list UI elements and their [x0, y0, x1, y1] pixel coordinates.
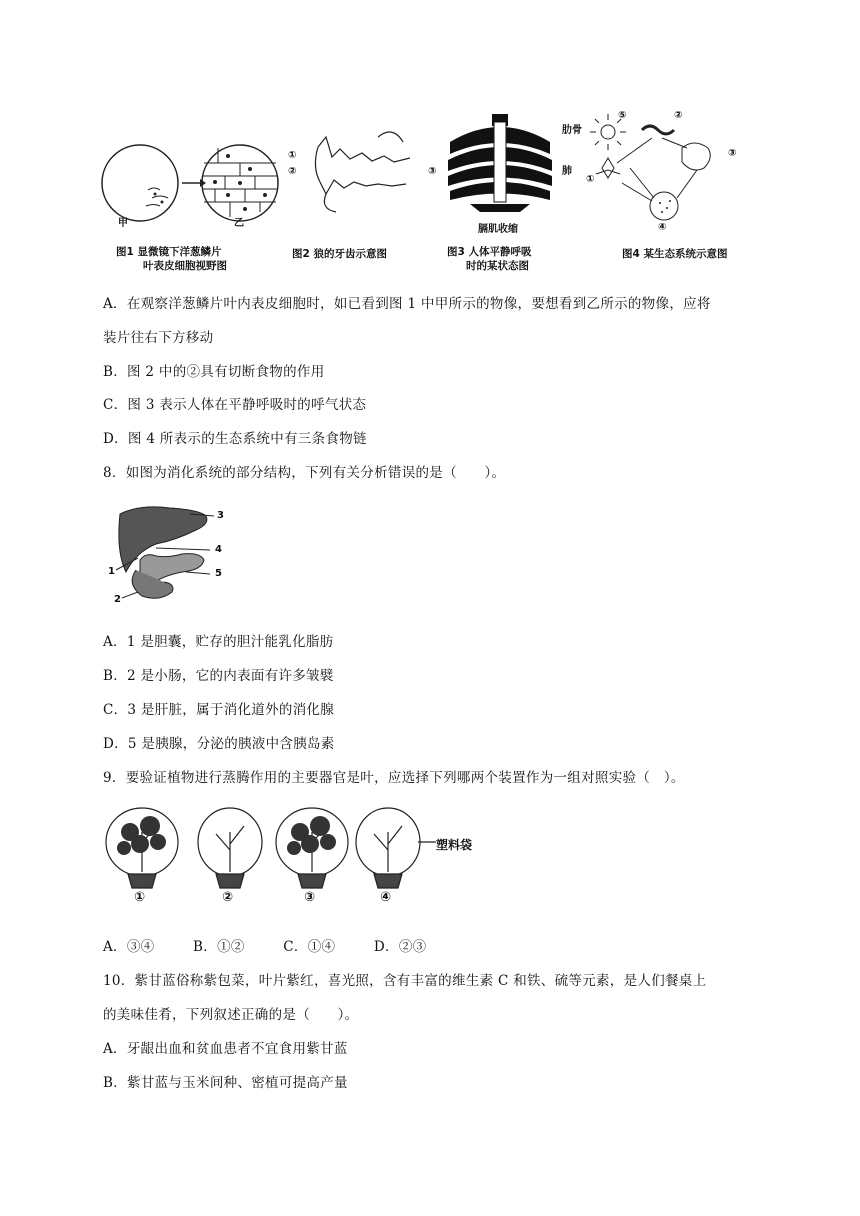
q9-option-b: B．①② — [193, 939, 245, 955]
q7-option-b: B．图 2 中的②具有切断食物的作用 — [103, 364, 325, 380]
fig4-marker-4: ④ — [658, 222, 667, 233]
fig1-caption-line2: 叶表皮细胞视野图 — [143, 260, 227, 272]
q9-stem: 9．要验证植物进行蒸腾作用的主要器官是叶，应选择下列哪两个装置作为一组对照实验（ ）。 — [103, 770, 685, 786]
q10-option-a: A．牙龈出血和贫血患者不宜食用紫甘蓝 — [103, 1041, 348, 1057]
q9-option-d: D．②③ — [373, 939, 427, 955]
fig1-caption-line1: 图1 显微镜下洋葱鳞片 — [116, 246, 222, 258]
q7-option-d: D．图 4 所表示的生态系统中有三条食物链 — [103, 431, 367, 447]
q10-option-b: B．紫甘蓝与玉米间种、密植可提高产量 — [103, 1075, 348, 1091]
figure-4-ecosystem — [582, 108, 742, 238]
fig4-marker-3: ③ — [728, 148, 737, 159]
fig2-marker-1: ① — [288, 150, 297, 161]
q9-label-3: ③ — [304, 890, 316, 905]
fig3-label-rib: 肋骨 — [562, 125, 582, 136]
q9-options — [103, 935, 460, 955]
q8-label-1: 1 — [108, 566, 115, 577]
q9-label-4: ④ — [380, 890, 392, 905]
fig2-caption: 图2 狼的牙齿示意图 — [292, 248, 387, 260]
fig4-marker-5: ⑤ — [618, 110, 627, 121]
fig2-marker-2: ② — [288, 166, 297, 177]
q8-option-c: C．3 是肝脏，属于消化道外的消化腺 — [103, 702, 335, 718]
q9-option-a: A．③④ — [103, 939, 155, 955]
fig3-label-diaphragm: 膈肌收缩 — [478, 224, 518, 235]
fig3-label-lung: 肺 — [562, 166, 572, 177]
q9-label-2: ② — [222, 890, 234, 905]
q8-label-2: 2 — [114, 594, 121, 605]
q8-option-b: B．2 是小肠，它的内表面有许多皱襞 — [103, 668, 334, 684]
q9-label-1: ① — [134, 890, 146, 905]
q9-label-bag: 塑料袋 — [436, 838, 473, 852]
figure-2-wolf-teeth — [288, 122, 443, 232]
fig1-label-jia: 甲 — [118, 218, 128, 229]
q8-label-5: 5 — [215, 568, 222, 579]
q7-option-a-line1: A．在观察洋葱鳞片叶内表皮细胞时，如已看到图 1 中甲所示的物像，要想看到乙所示的物像，应将 — [103, 296, 711, 312]
fig4-marker-1: ① — [586, 174, 595, 185]
fig3-caption-line1: 图3 人体平静呼吸 — [447, 246, 532, 258]
figure-3-ribcage — [440, 112, 605, 242]
q10-stem-line1: 10．紫甘蓝俗称紫包菜，叶片紫红，喜光照，含有丰富的维生素 C 和铁、硫等元素，是人们餐桌上 — [103, 973, 707, 989]
fig3-caption-line2: 时的某状态图 — [466, 260, 529, 272]
q8-digestive-figure — [106, 500, 236, 610]
q8-option-a: A．1 是胆囊，贮存的胆汁能乳化脂肪 — [103, 634, 334, 650]
q9-plant-setups-figure — [100, 802, 480, 912]
q7-option-c: C．图 3 表示人体在平静呼吸时的呼气状态 — [103, 397, 367, 413]
q8-label-3: 3 — [217, 510, 224, 521]
q8-option-d: D．5 是胰腺，分泌的胰液中含胰岛素 — [103, 736, 335, 752]
fig4-marker-2: ② — [674, 110, 683, 121]
q8-stem: 8．如图为消化系统的部分结构，下列有关分析错误的是（ ）。 — [103, 465, 506, 481]
q10-stem-line2: 的美味佳肴，下列叙述正确的是（ ）。 — [103, 1007, 359, 1023]
fig4-caption: 图4 某生态系统示意图 — [622, 248, 728, 260]
fig2-marker-3: ③ — [428, 166, 437, 177]
q9-option-c: C．①④ — [283, 939, 336, 955]
q8-label-4: 4 — [215, 544, 222, 555]
fig1-label-yi: 乙 — [234, 218, 244, 229]
q7-option-a-line2: 装片往右下方移动 — [103, 330, 214, 346]
